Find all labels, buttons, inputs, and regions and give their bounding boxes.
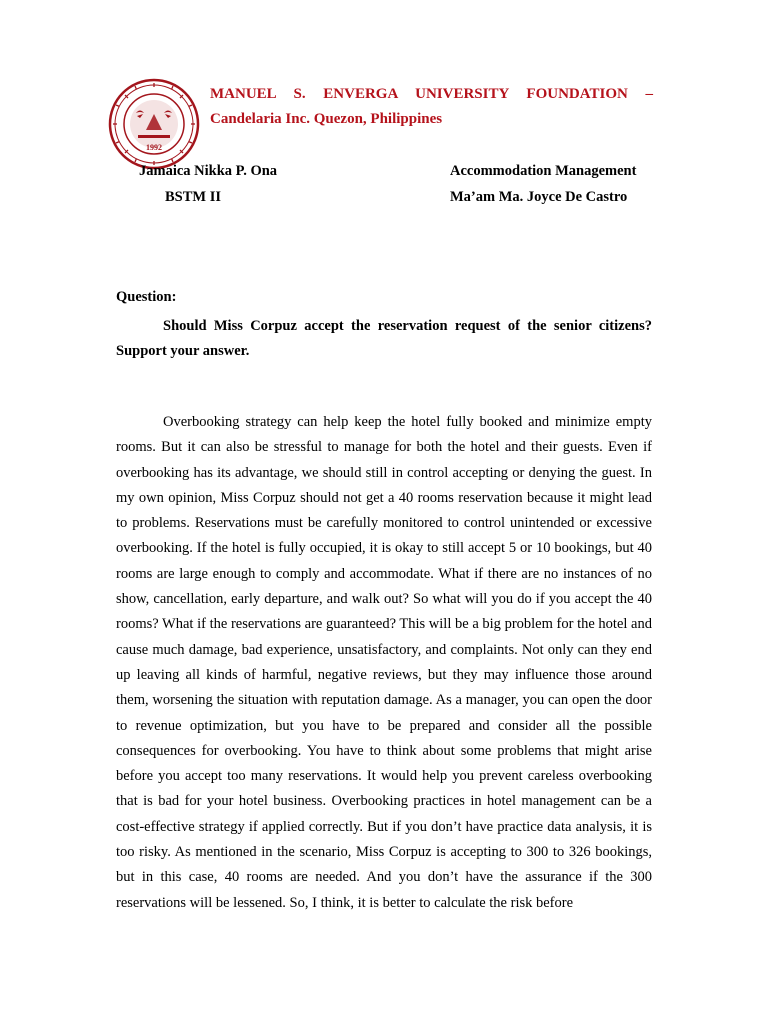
question-text: Should Miss Corpuz accept the reservation request of the senior citizens? Support your answer. — [116, 318, 652, 359]
course-subject: Accommodation Management — [450, 163, 637, 179]
university-seal-logo — [108, 78, 200, 170]
question-label: Question: — [116, 289, 177, 305]
university-location: Candelaria Inc. Quezon, Philippines — [210, 111, 443, 127]
university-name: MANUEL S. ENVERGA UNIVERSITY FOUNDATION – — [210, 86, 653, 102]
answer-paragraph: Overbooking strategy can help keep the hotel fully booked and minimize empty rooms. But it can also be stressful to manage for both the hotel and their guests. Even if overbooking has its advantage, we should still in control accepting or denying the guest. In my own opinion, Miss Corpuz should not get a 40 rooms reservation because it might lead to problems. Reservations must be carefully monitored to control unintended or excessive overbooking. If the hotel is fully occupied, it is okay to still accept 5 or 10 bookings, but 40 rooms are large enough to comply and accommodate. What if there are no instances of no show, cancellation, early departure, and walk out? So what will you do if you accept the 40 rooms? What if the reservations are guaranteed? This will be a big problem for the hotel and cause much damage, bad experience, unsatisfactory, and complaints. Not only can they end up leaving all kinds of harmful, negative reviews, but they may influence those around them, worsening the situation with reputation damage. As a manager, you can open the door to revenue optimization, but you have to be prepared and consider all the possible consequences for overbooking. You have to think about some problems that might arise before you accept too many reservations. It would help you prevent careless overbooking that is bad for your hotel business. Overbooking practices in hotel management can be a cost-effective strategy if applied correctly. But if you don’t have practice data analysis, it is too risky. As mentioned in the scenario, Miss Corpuz is accepting to 300 to 326 bookings, but in this case, 40 rooms are needed. And you don’t have the assurance if the 300 reservations will be lessened. So, I think, it is better to calculate the risk before — [116, 414, 652, 911]
student-program: BSTM II — [165, 189, 222, 205]
student-name: Jamaica Nikka P. Ona — [139, 163, 278, 179]
seal-year: 1992 — [146, 143, 162, 152]
course-instructor: Ma’am Ma. Joyce De Castro — [450, 189, 628, 205]
